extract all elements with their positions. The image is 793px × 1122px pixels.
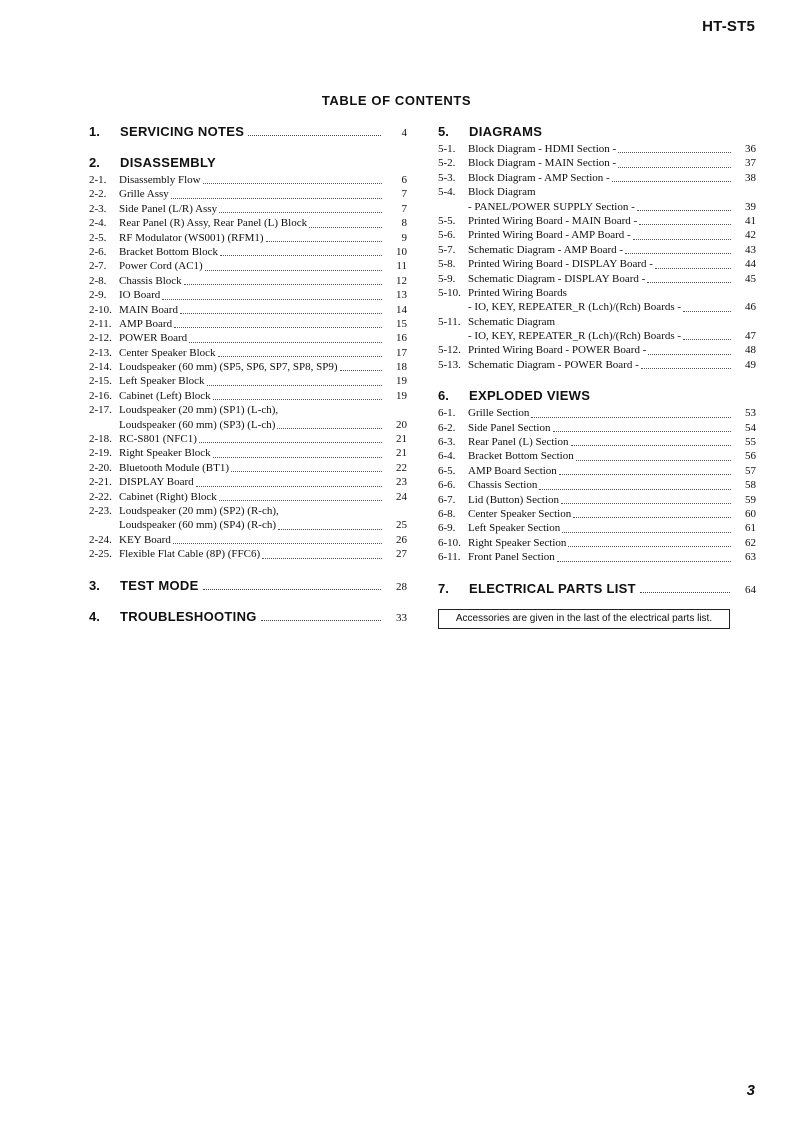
dot-leader	[640, 592, 730, 593]
toc-entry[interactable]	[438, 435, 756, 449]
entry-page: 39	[745, 200, 756, 213]
entry-page: 59	[745, 493, 756, 506]
entry-title: Chassis Block	[119, 274, 182, 287]
entry-number: 2-17.	[89, 404, 112, 417]
toc-entry[interactable]	[438, 343, 756, 357]
entry-number: 2-9.	[89, 289, 107, 302]
toc-section-heading[interactable]	[438, 123, 756, 139]
dot-leader	[219, 500, 382, 501]
toc-entry[interactable]	[89, 173, 407, 187]
toc-entry[interactable]	[438, 142, 756, 156]
dot-leader	[207, 385, 382, 386]
toc-entry[interactable]	[438, 550, 756, 564]
entry-number: 2-7.	[89, 260, 107, 273]
section-number: 6.	[438, 388, 449, 404]
section-number: 5.	[438, 124, 449, 139]
entry-page: 23	[396, 476, 407, 489]
toc-entry[interactable]	[438, 272, 756, 286]
dot-leader	[539, 489, 731, 490]
toc-entry[interactable]	[89, 533, 407, 547]
toc-entry[interactable]	[89, 274, 407, 288]
dot-leader	[196, 486, 382, 487]
entry-title: AMP Board Section	[468, 464, 557, 477]
dot-leader	[683, 311, 731, 312]
entry-title: Bracket Bottom Block	[119, 245, 218, 258]
dot-leader	[173, 543, 382, 544]
toc-entry[interactable]	[438, 185, 756, 199]
dot-leader	[205, 270, 382, 271]
entry-page: 6	[401, 173, 407, 186]
toc-entry[interactable]	[89, 331, 407, 345]
entry-title: KEY Board	[119, 533, 171, 546]
entry-page: 58	[745, 479, 756, 492]
entry-number: 2-8.	[89, 274, 107, 287]
entry-title: Schematic Diagram - AMP Board -	[468, 243, 624, 256]
entry-number: 5-2.	[438, 157, 456, 170]
section-number: 2.	[89, 155, 100, 170]
dot-leader	[213, 399, 382, 400]
dot-leader	[261, 620, 381, 621]
entry-title: Center Speaker Block	[119, 346, 216, 359]
dot-leader	[625, 253, 731, 254]
entry-page: 46	[745, 301, 756, 314]
dot-leader	[203, 183, 382, 184]
dot-leader	[231, 471, 382, 472]
dot-leader	[639, 224, 731, 225]
section-page: 28	[396, 580, 407, 593]
toc-entry[interactable]	[89, 216, 407, 230]
dot-leader	[219, 212, 382, 213]
toc-entry[interactable]	[89, 187, 407, 201]
entry-title: Printed Wiring Board - DISPLAY Board -	[468, 258, 653, 271]
entry-number: 2-10.	[89, 303, 112, 316]
dot-leader	[278, 529, 382, 530]
dot-leader	[648, 354, 731, 355]
entry-title: Rear Panel (L) Section	[468, 436, 569, 449]
entry-number: 6-3.	[438, 436, 456, 449]
entry-number: 6-4.	[438, 450, 456, 463]
entry-number: 2-25.	[89, 548, 112, 561]
entry-number: 2-12.	[89, 332, 112, 345]
entry-title: Loudspeaker (20 mm) (SP2) (R-ch),	[119, 504, 279, 517]
dot-leader	[633, 239, 731, 240]
entry-page: 56	[745, 450, 756, 463]
entry-page: 61	[745, 522, 756, 535]
entry-number: 5-5.	[438, 214, 456, 227]
entry-title: Schematic Diagram - POWER Board -	[468, 358, 639, 371]
entry-title: Block Diagram - AMP Section -	[468, 171, 610, 184]
dot-leader	[571, 445, 732, 446]
entry-page: 55	[745, 436, 756, 449]
toc-section-heading[interactable]	[438, 387, 756, 403]
entry-page: 36	[745, 142, 756, 155]
dot-leader	[203, 589, 381, 590]
dot-leader	[561, 503, 731, 504]
toc-section-heading[interactable]	[89, 577, 407, 593]
section-title: EXPLODED VIEWS	[469, 388, 591, 404]
entry-number: 5-6.	[438, 229, 456, 242]
entry-number: 5-3.	[438, 171, 456, 184]
toc-entry[interactable]	[89, 490, 407, 504]
dot-leader	[340, 370, 382, 371]
entry-title: Left Speaker Section	[468, 522, 561, 535]
toc-entry[interactable]	[89, 303, 407, 317]
entry-page: 20	[396, 418, 407, 431]
toc-entry[interactable]	[438, 521, 756, 535]
toc-entry[interactable]	[438, 243, 756, 257]
entry-title: Flexible Flat Cable (8P) (FFC6)	[119, 548, 261, 561]
entry-number: 6-2.	[438, 421, 456, 434]
toc-entry[interactable]	[438, 478, 756, 492]
toc-left-column	[89, 123, 407, 624]
toc-entry[interactable]	[89, 245, 407, 259]
toc-entry[interactable]	[438, 200, 756, 214]
entry-page: 12	[396, 274, 407, 287]
entry-title: Loudspeaker (60 mm) (SP5, SP6, SP7, SP8, SP9)	[119, 361, 338, 374]
toc-section-heading[interactable]	[89, 608, 407, 624]
entry-number: 2-15.	[89, 375, 112, 388]
toc-entry[interactable]	[89, 461, 407, 475]
dot-leader	[189, 342, 382, 343]
dot-leader	[531, 417, 731, 418]
dot-leader	[655, 268, 731, 269]
toc-entry[interactable]	[89, 403, 407, 417]
entry-title: MAIN Board	[119, 303, 178, 316]
entry-number: 5-13.	[438, 358, 461, 371]
entry-page: 38	[745, 171, 756, 184]
section-number: 3.	[89, 577, 100, 593]
toc-entry[interactable]	[438, 228, 756, 242]
entry-number: 6-9.	[438, 522, 456, 535]
section-number: 1.	[89, 124, 100, 139]
section-number: 7.	[438, 580, 449, 596]
entry-title: Grille Section	[468, 407, 530, 420]
toc-entry[interactable]	[438, 171, 756, 185]
toc-entry[interactable]	[89, 346, 407, 360]
entry-title: Side Panel Section	[468, 421, 551, 434]
entry-page: 21	[396, 433, 407, 446]
dot-leader	[618, 167, 731, 168]
section-page: 4	[401, 127, 407, 139]
entry-title: Cabinet (Right) Block	[119, 490, 217, 503]
toc-section-heading[interactable]	[89, 123, 407, 139]
entry-title: Bluetooth Module (BT1)	[119, 461, 229, 474]
entry-title: - PANEL/POWER SUPPLY Section -	[468, 200, 635, 213]
dot-leader	[180, 313, 382, 314]
entry-number: 6-1.	[438, 407, 456, 420]
toc-entry[interactable]	[438, 300, 756, 314]
toc-section-heading[interactable]	[438, 580, 756, 596]
entry-title: RF Modulator (WS001) (RFM1)	[119, 231, 264, 244]
entry-number: 2-2.	[89, 188, 107, 201]
dot-leader	[637, 210, 731, 211]
dot-leader	[220, 255, 382, 256]
entry-page: 62	[745, 536, 756, 549]
entry-page: 19	[396, 375, 407, 388]
entry-number: 2-20.	[89, 461, 112, 474]
dot-leader	[199, 442, 382, 443]
entry-number: 5-4.	[438, 186, 456, 199]
dot-leader	[277, 428, 382, 429]
dot-leader	[618, 152, 731, 153]
entry-page: 8	[401, 217, 407, 230]
entry-page: 41	[745, 214, 756, 227]
entry-title: POWER Board	[119, 332, 188, 345]
entry-number: 6-10.	[438, 536, 461, 549]
entry-page: 37	[745, 157, 756, 170]
entry-title: Block Diagram - MAIN Section -	[468, 157, 617, 170]
entry-title: Right Speaker Section	[468, 536, 567, 549]
entry-title: Schematic Diagram - DISPLAY Board -	[468, 272, 646, 285]
section-page: 33	[396, 611, 407, 624]
entry-title: Chassis Section	[468, 479, 538, 492]
dot-leader	[309, 227, 382, 228]
entry-number: 2-21.	[89, 476, 112, 489]
entry-title: Printed Wiring Boards	[468, 286, 567, 299]
entry-page: 17	[396, 346, 407, 359]
section-title: TROUBLESHOOTING	[120, 608, 257, 624]
entry-title: Block Diagram	[468, 186, 536, 199]
entry-title: Grille Assy	[119, 188, 169, 201]
entry-number: 6-6.	[438, 479, 456, 492]
toc-entry[interactable]	[89, 432, 407, 446]
entry-number: 2-5.	[89, 231, 107, 244]
toc-entry[interactable]	[438, 358, 756, 372]
entry-number: 2-19.	[89, 447, 112, 460]
dot-leader	[641, 368, 731, 369]
dot-leader	[647, 282, 731, 283]
dot-leader	[562, 532, 731, 533]
dot-leader	[171, 198, 382, 199]
entry-title: Printed Wiring Board - POWER Board -	[468, 344, 647, 357]
section-page: 64	[745, 583, 756, 596]
entry-page: 7	[401, 188, 407, 201]
entry-number: 2-11.	[89, 317, 112, 330]
section-title: SERVICING NOTES	[120, 124, 245, 139]
toc-entry[interactable]	[438, 329, 756, 343]
toc-entry[interactable]	[438, 536, 756, 550]
dot-leader	[266, 241, 382, 242]
entry-page: 42	[745, 229, 756, 242]
toc-entry[interactable]	[438, 214, 756, 228]
toc-entry[interactable]	[89, 418, 407, 432]
toc-entry[interactable]	[89, 504, 407, 518]
entry-page: 49	[745, 358, 756, 371]
entry-page: 48	[745, 344, 756, 357]
toc-entry[interactable]	[438, 156, 756, 170]
section-title: DISASSEMBLY	[120, 155, 217, 170]
entry-page: 15	[396, 317, 407, 330]
toc-entry[interactable]	[89, 475, 407, 489]
toc-entry[interactable]	[438, 507, 756, 521]
toc-entry[interactable]	[438, 286, 756, 300]
model-name: HT-ST5	[702, 18, 755, 35]
entry-page: 45	[745, 272, 756, 285]
toc-entry[interactable]	[89, 202, 407, 216]
toc-right-column	[438, 123, 756, 596]
entry-page: 27	[396, 548, 407, 561]
toc-entry[interactable]	[89, 288, 407, 302]
entry-number: 5-10.	[438, 286, 461, 299]
dot-leader	[248, 135, 381, 136]
toc-entry[interactable]	[89, 231, 407, 245]
entry-title: Bracket Bottom Section	[468, 450, 574, 463]
entry-number: 2-6.	[89, 245, 107, 258]
entry-title: - IO, KEY, REPEATER_R (Lch)/(Rch) Boards -	[468, 330, 682, 343]
entry-title: Block Diagram - HDMI Section -	[468, 142, 617, 155]
entry-page: 11	[396, 260, 407, 273]
toc-entry[interactable]	[438, 406, 756, 420]
entry-page: 25	[396, 519, 407, 532]
dot-leader	[683, 339, 731, 340]
entry-title: Rear Panel (R) Assy, Rear Panel (L) Block	[119, 217, 308, 230]
entry-title: Lid (Button) Section	[468, 493, 560, 506]
toc-entry[interactable]	[89, 374, 407, 388]
toc-entry[interactable]	[438, 464, 756, 478]
dot-leader	[557, 561, 731, 562]
toc-entry[interactable]	[89, 547, 407, 561]
dot-leader	[573, 517, 731, 518]
dot-leader	[612, 181, 731, 182]
entry-title: DISPLAY Board	[119, 476, 194, 489]
dot-leader	[162, 299, 382, 300]
page-number: 3	[746, 1082, 755, 1099]
entry-title: Disassembly Flow	[119, 173, 201, 186]
entry-page: 43	[745, 243, 756, 256]
entry-number: 5-8.	[438, 258, 456, 271]
toc-entry[interactable]	[438, 449, 756, 463]
entry-number: 6-11.	[438, 551, 461, 564]
dot-leader	[262, 558, 382, 559]
entry-number: 2-1.	[89, 173, 107, 186]
toc-entry[interactable]	[89, 389, 407, 403]
entry-page: 44	[745, 258, 756, 271]
entry-title: Center Speaker Section	[468, 507, 572, 520]
entry-page: 63	[745, 551, 756, 564]
dot-leader	[576, 460, 731, 461]
entry-page: 54	[745, 421, 756, 434]
entry-title: Schematic Diagram	[468, 315, 556, 328]
entry-page: 16	[396, 332, 407, 345]
entry-number: 2-4.	[89, 217, 107, 230]
entry-title: Loudspeaker (60 mm) (SP4) (R-ch)	[119, 519, 277, 532]
entry-page: 14	[396, 303, 407, 316]
toc-section-heading[interactable]	[89, 154, 407, 170]
entry-page: 53	[745, 407, 756, 420]
entry-number: 2-3.	[89, 202, 107, 215]
entry-page: 57	[745, 464, 756, 477]
entry-title: Loudspeaker (20 mm) (SP1) (L-ch),	[119, 404, 279, 417]
toc-entry[interactable]	[89, 446, 407, 460]
toc-entry[interactable]	[89, 518, 407, 532]
toc-entry[interactable]	[438, 421, 756, 435]
entry-number: 2-22.	[89, 490, 112, 503]
page-title: TABLE OF CONTENTS	[321, 93, 472, 108]
entry-page: 18	[396, 361, 407, 374]
entry-title: Left Speaker Block	[119, 375, 205, 388]
entry-page: 22	[396, 461, 407, 474]
entry-page: 13	[396, 289, 407, 302]
entry-number: 6-8.	[438, 507, 456, 520]
toc-entry[interactable]	[89, 259, 407, 273]
toc-entry[interactable]	[438, 257, 756, 271]
accessories-note: Accessories are given in the last of the electrical parts list.	[438, 609, 730, 629]
entry-number: 5-12.	[438, 344, 461, 357]
entry-title: AMP Board	[119, 317, 173, 330]
entry-title: Right Speaker Block	[119, 447, 211, 460]
section-number: 4.	[89, 608, 100, 624]
entry-number: 5-9.	[438, 272, 456, 285]
dot-leader	[174, 327, 382, 328]
entry-number: 2-24.	[89, 533, 112, 546]
entry-title: IO Board	[119, 289, 161, 302]
toc-entry[interactable]	[438, 315, 756, 329]
toc-entry[interactable]	[89, 317, 407, 331]
entry-number: 6-7.	[438, 493, 456, 506]
entry-page: 10	[396, 245, 407, 258]
entry-number: 2-23.	[89, 504, 112, 517]
entry-page: 26	[396, 533, 407, 546]
entry-number: 5-11.	[438, 315, 461, 328]
dot-leader	[184, 284, 382, 285]
toc-entry[interactable]	[89, 360, 407, 374]
entry-number: 2-16.	[89, 389, 112, 402]
entry-page: 60	[745, 507, 756, 520]
entry-title: Side Panel (L/R) Assy	[119, 202, 218, 215]
entry-number: 2-13.	[89, 346, 112, 359]
entry-page: 21	[396, 447, 407, 460]
entry-page: 47	[745, 330, 756, 343]
entry-title: Printed Wiring Board - AMP Board -	[468, 229, 631, 242]
dot-leader	[568, 546, 731, 547]
dot-leader	[218, 356, 382, 357]
entry-title: Loudspeaker (60 mm) (SP3) (L-ch)	[119, 418, 276, 431]
entry-page: 19	[396, 389, 407, 402]
entry-number: 6-5.	[438, 464, 456, 477]
entry-title: Cabinet (Left) Block	[119, 389, 211, 402]
entry-title: Printed Wiring Board - MAIN Board -	[468, 214, 638, 227]
toc-entry[interactable]	[438, 493, 756, 507]
dot-leader	[559, 474, 731, 475]
entry-number: 5-7.	[438, 243, 456, 256]
entry-number: 2-18.	[89, 433, 112, 446]
entry-page: 7	[401, 202, 407, 215]
section-title: ELECTRICAL PARTS LIST	[469, 580, 636, 596]
entry-title: RC-S801 (NFC1)	[119, 433, 197, 446]
dot-leader	[553, 431, 732, 432]
section-title: DIAGRAMS	[469, 124, 543, 139]
entry-page: 9	[401, 231, 407, 244]
entry-number: 5-1.	[438, 142, 456, 155]
entry-number: 2-14.	[89, 361, 112, 374]
entry-title: Power Cord (AC1)	[119, 260, 203, 273]
dot-leader	[213, 457, 382, 458]
section-title: TEST MODE	[120, 577, 199, 593]
entry-page: 24	[396, 490, 407, 503]
entry-title: Front Panel Section	[468, 551, 555, 564]
entry-title: - IO, KEY, REPEATER_R (Lch)/(Rch) Boards -	[468, 301, 682, 314]
